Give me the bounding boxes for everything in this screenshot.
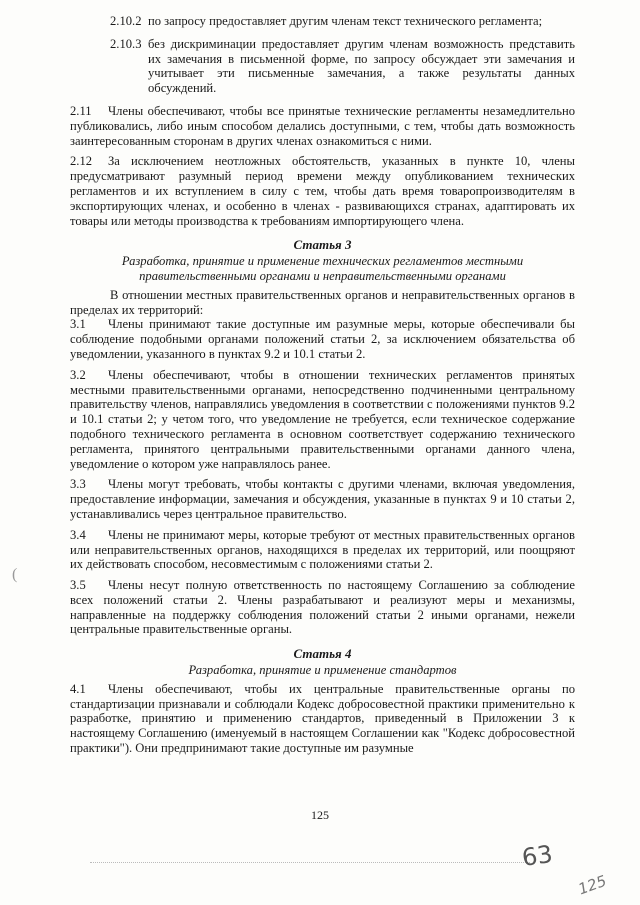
paragraph: [70, 104, 575, 148]
handwritten-number: 63: [520, 840, 555, 872]
item-number: 3.5: [70, 578, 86, 593]
paragraph: [70, 368, 575, 472]
item-text: Члены принимают такие доступные им разумные меры, которые обеспечивали бы соблюдение подобными органами положений статьи 2, за исключением обязательства об уведомлении, указанного в пунктах 9.2 и 10.1 статьи 2.: [70, 317, 575, 361]
item-number: 2.10.2: [110, 14, 142, 28]
paragraph: [70, 578, 575, 637]
intro-paragraph: В отношении местных правительственных органов и неправительственных органов в пределах их территорий:: [70, 287, 575, 317]
item-number: 3.1: [70, 317, 86, 332]
paragraph: [70, 528, 575, 572]
article-subheading: Разработка, принятие и применение стандартов: [188, 663, 457, 678]
page-number: 125: [311, 808, 329, 822]
item-number: 3.2: [70, 367, 86, 382]
article-subheading: Разработка, принятие и применение технических регламентов местными правительственными органами и неправительственными органами: [121, 254, 524, 283]
handwritten-number: 125: [575, 871, 609, 899]
sub-item: [110, 14, 575, 29]
item-text: по запросу предоставляет другим членам текст технического регламента;: [148, 14, 543, 28]
article-heading: Статья 3: [293, 237, 352, 253]
paragraph: [70, 154, 575, 228]
paragraph: [70, 317, 575, 361]
item-text: Члены обеспечивают, чтобы все принятые технические регламенты незамедлительно публиковались, либо иным способом делались доступными, с тем, чтобы дать возможность заинтересованным сторонам в других членах ознакомиться с ними.: [70, 103, 575, 148]
item-number: 4.1: [70, 681, 86, 696]
sub-item: [110, 37, 575, 96]
item-text: За исключением неотложных обстоятельств, указанных в пункте 10, члены предусматривают разумный период времени между опубликованием технических регламентов и их вступлением в силу с тем, чтобы дать время товаропроизводителям в экспортирующих членах, и особенно в членах - развивающихся странах, адаптировать их товары или методы производства к требованиям импортирующего члена.: [70, 154, 575, 228]
paragraph: [70, 682, 575, 756]
item-number: 3.3: [70, 477, 86, 492]
item-number: 2.12: [70, 154, 93, 169]
article-heading: Статья 4: [293, 646, 352, 662]
margin-mark: (: [12, 566, 18, 583]
item-text: без дискриминации предоставляет другим членам возможность представить их замечания в письменной форме, по запросу обсуждает эти замечания и учитывает эти письменные замечания, а также результаты данных обсуждений.: [148, 36, 575, 96]
document-page: [70, 14, 575, 762]
item-number: 3.4: [70, 527, 86, 542]
item-number: 2.10.3: [110, 36, 142, 51]
item-text: Члены не принимают меры, которые требуют от местных правительственных органов или неправительственных органов, находящихся в пределах их территорий, или поощряют их действовать способом, несовместимым с положениями статьи 2.: [70, 527, 575, 572]
paragraph: [70, 477, 575, 521]
scan-footer-line: [90, 862, 530, 863]
item-text: Члены обеспечивают, чтобы в отношении технических регламентов принятых местными правительственными органами, непосредственно подчиненными центральному правительству членов, направлялись уведомления в соответствии с положениями пунктов 9.2 и 10.1 статьи 2; у четом того, что уведомление не требуется, если техническое содержание подобного технического регламента в основном соответствует содержанию технического регламента, принятого центральными правительственными органами данного члена, уведомление о котором уже направлялось ранее.: [70, 367, 575, 471]
item-text: Члены обеспечивают, чтобы их центральные правительственные органы по стандартизации признавали и соблюдали Кодекс добросовестной практики применительно к разработке, принятию и применению стандартов, приведенный в Приложении 3 к настоящему Соглашению (именуемый в настоящем Соглашении как "Кодекс добросовестной практики"). Они предпринимают такие доступные им разумные: [70, 681, 575, 756]
item-text: Члены несут полную ответственность по настоящему Соглашению за соблюдение всех положений статьи 2. Члены разрабатывают и реализуют меры и механизмы, направленные на поддержку соблюдения положений статьи 2 иными органами, нежели центральные правительственные органы.: [70, 578, 575, 637]
item-number: 2.11: [70, 103, 92, 118]
item-text: Члены могут требовать, чтобы контакты с другими членами, включая уведомления, предоставление информации, замечания и обсуждения, указанные в пунктах 9 и 10 статьи 2, устанавливались через центральное правительство.: [70, 477, 575, 521]
